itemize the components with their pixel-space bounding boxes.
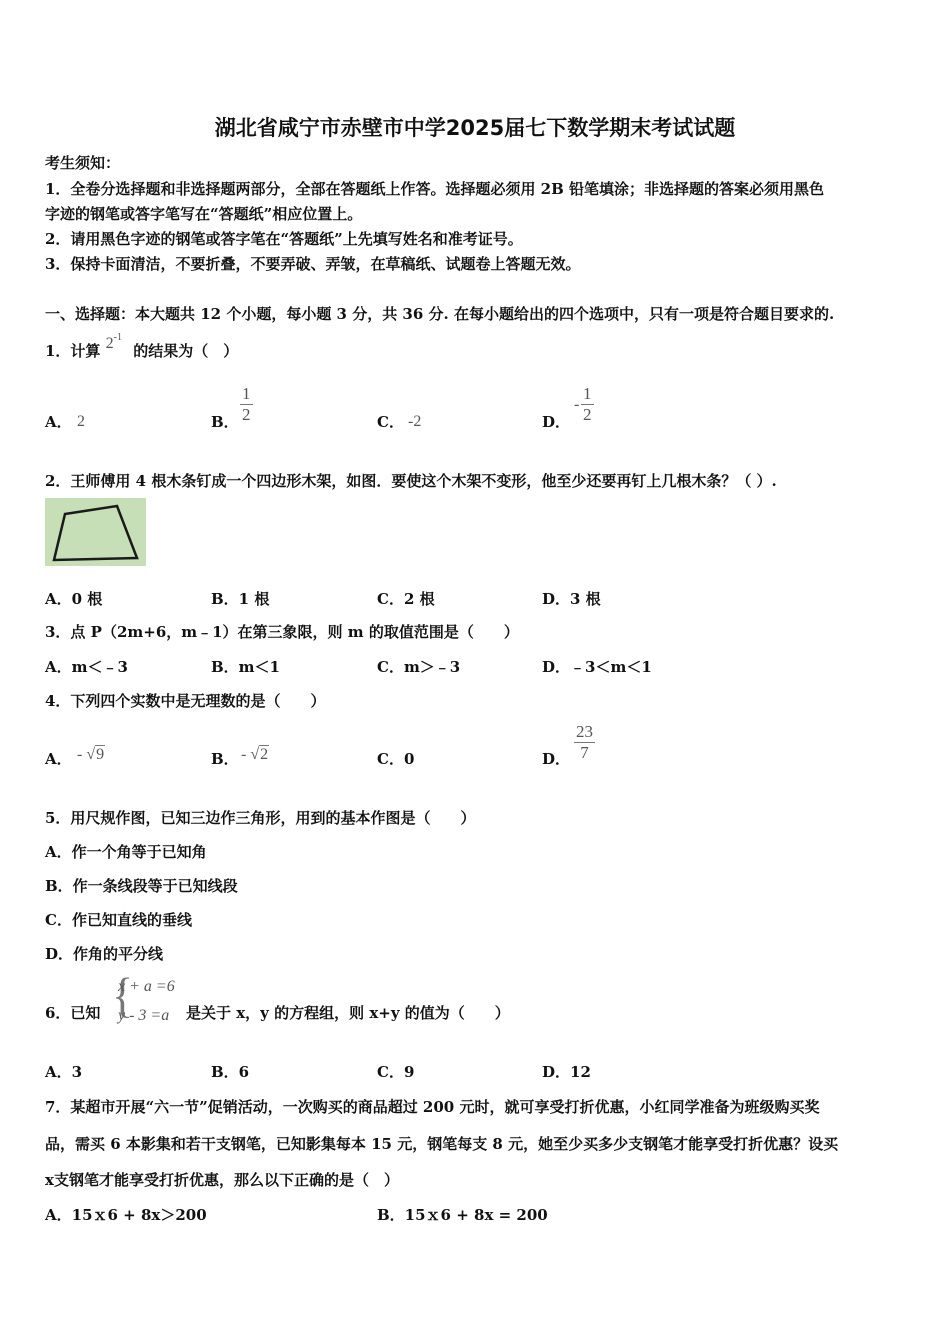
power-exponent: -1 bbox=[113, 332, 123, 343]
q3-option-b: B．m＜1 bbox=[211, 658, 280, 676]
notice-line-2: 2．请用黑色字迹的钢笔或答字笔在“答题纸”上先填写姓名和准考证号。 bbox=[45, 230, 523, 248]
fraction-numerator: 1 bbox=[242, 384, 251, 403]
q1-option-b-fraction bbox=[240, 384, 253, 425]
quadrilateral-frame-icon bbox=[45, 498, 146, 566]
q4-option-d-label: D． bbox=[542, 750, 571, 768]
fraction-numerator: 23 bbox=[576, 722, 593, 741]
page-title: 湖北省咸宁市赤壁市中学2025届七下数学期末考试试题 bbox=[214, 116, 736, 140]
q5-option-d: D．作角的平分线 bbox=[45, 945, 164, 963]
q1-option-d-label: D． bbox=[542, 413, 571, 431]
q5-option-c: C．作已知直线的垂线 bbox=[45, 911, 192, 929]
question-5-stem: 5．用尺规作图，已知三边作三角形，用到的基本作图是（ ） bbox=[45, 809, 476, 827]
q2-option-a: A．0 根 bbox=[45, 590, 103, 608]
question-3-stem: 3．点 P（2m+6，m﹣1）在第三象限，则 m 的取值范围是（ ） bbox=[45, 623, 519, 641]
q2-option-d: D．3 根 bbox=[542, 590, 601, 608]
q1-option-c-label: C． bbox=[377, 413, 404, 431]
question-1-prefix: 1．计算 bbox=[45, 342, 101, 360]
q5-option-b: B．作一条线段等于已知线段 bbox=[45, 877, 238, 895]
question-1-suffix: 的结果为（ ） bbox=[133, 342, 239, 360]
sign: - bbox=[241, 746, 247, 763]
q1-option-a-label: A． bbox=[45, 413, 72, 431]
equation-2: y - 3 =a bbox=[118, 1007, 170, 1024]
quadrilateral-figure bbox=[45, 498, 146, 566]
radicand: 2 bbox=[260, 746, 269, 763]
sign: - bbox=[77, 746, 83, 763]
fraction-numerator: 1 bbox=[583, 384, 592, 403]
fraction-denominator: 7 bbox=[580, 743, 589, 762]
q6-option-c: C．9 bbox=[377, 1063, 415, 1081]
q1-option-a-value: 2 bbox=[77, 413, 85, 430]
q6-option-b: B．6 bbox=[211, 1063, 250, 1081]
q1-option-d-fraction bbox=[581, 384, 594, 425]
fraction-denominator: 2 bbox=[583, 405, 592, 424]
q6-option-d: D．12 bbox=[542, 1063, 591, 1081]
equation-1: x + a =6 bbox=[118, 978, 175, 995]
q1-option-c-value: -2 bbox=[408, 413, 422, 430]
q4-option-c: C．0 bbox=[377, 750, 415, 768]
notice-line-1a: 1．全卷分选择题和非选择题两部分，全部在答题纸上作答。选择题必须用 2B 铅笔填涂；非选择题的答案必须用黑色 bbox=[45, 180, 825, 198]
question-7-line-3: x支钢笔才能享受打折优惠，那么以下正确的是（ ） bbox=[45, 1171, 399, 1189]
question-4-stem: 4．下列四个实数中是无理数的是（ ） bbox=[45, 692, 326, 710]
q3-option-c: C．m＞﹣3 bbox=[377, 658, 461, 676]
notice-line-3: 3．保持卡面清洁，不要折叠，不要弄破、弄皱，在草稿纸、试题卷上答题无效。 bbox=[45, 255, 581, 273]
question-7-line-1: 7．某超市开展“六一节”促销活动，一次购买的商品超过 200 元时，就可享受打折优惠，小红同学准备为班级购买奖 bbox=[45, 1098, 820, 1116]
q2-option-b: B．1 根 bbox=[211, 590, 270, 608]
q7-option-a: A．15ｘ6 + 8x＞200 bbox=[45, 1206, 207, 1224]
q6-option-a: A．3 bbox=[45, 1063, 83, 1081]
q7-option-b: B．15ｘ6 + 8x = 200 bbox=[377, 1206, 548, 1224]
question-2-stem: 2．王师傅用 4 根木条钉成一个四边形木架，如图．要使这个木架不变形，他至少还要再钉上几根木条？（ ）. bbox=[45, 472, 777, 490]
fraction-denominator: 2 bbox=[242, 405, 251, 424]
q4-option-b-radical bbox=[241, 746, 269, 764]
q1-option-d-sign: - bbox=[574, 396, 580, 413]
left-brace-icon: { bbox=[112, 968, 134, 1023]
q3-option-d: D．﹣3＜m＜1 bbox=[542, 658, 652, 676]
q5-option-a: A．作一个角等于已知角 bbox=[45, 843, 207, 861]
q4-option-b-label: B． bbox=[211, 750, 239, 768]
question-1-stem bbox=[45, 332, 239, 361]
q2-option-c: C．2 根 bbox=[377, 590, 435, 608]
q3-option-a: A．m＜﹣3 bbox=[45, 658, 128, 676]
notice-heading: 考生须知： bbox=[45, 154, 121, 172]
power-base: 2 bbox=[105, 335, 114, 352]
q1-option-b-label: B． bbox=[211, 413, 239, 431]
sqrt-icon: √ bbox=[86, 746, 96, 763]
sqrt-icon: √ bbox=[250, 746, 260, 763]
q4-option-a-label: A． bbox=[45, 750, 72, 768]
radicand: 9 bbox=[96, 746, 105, 763]
q4-option-d-fraction bbox=[574, 722, 595, 763]
question-6-suffix: 是关于 x，y 的方程组，则 x+y 的值为（ ） bbox=[186, 1004, 510, 1022]
q4-option-a-radical bbox=[77, 746, 105, 764]
notice-line-1b: 字迹的钢笔或答字笔写在“答题纸”相应位置上。 bbox=[45, 205, 363, 223]
question-7-line-2: 品，需买 6 本影集和若干支钢笔，已知影集每本 15 元，钢笔每支 8 元，她至少买多少支钢笔才能享受打折优惠？设买 bbox=[45, 1135, 839, 1153]
question-6-prefix: 6．已知 bbox=[45, 1004, 101, 1022]
section-heading: 一、选择题：本大题共 12 个小题，每小题 3 分，共 36 分. 在每小题给出的四个选项中，只有一项是符合题目要求的. bbox=[45, 305, 835, 323]
